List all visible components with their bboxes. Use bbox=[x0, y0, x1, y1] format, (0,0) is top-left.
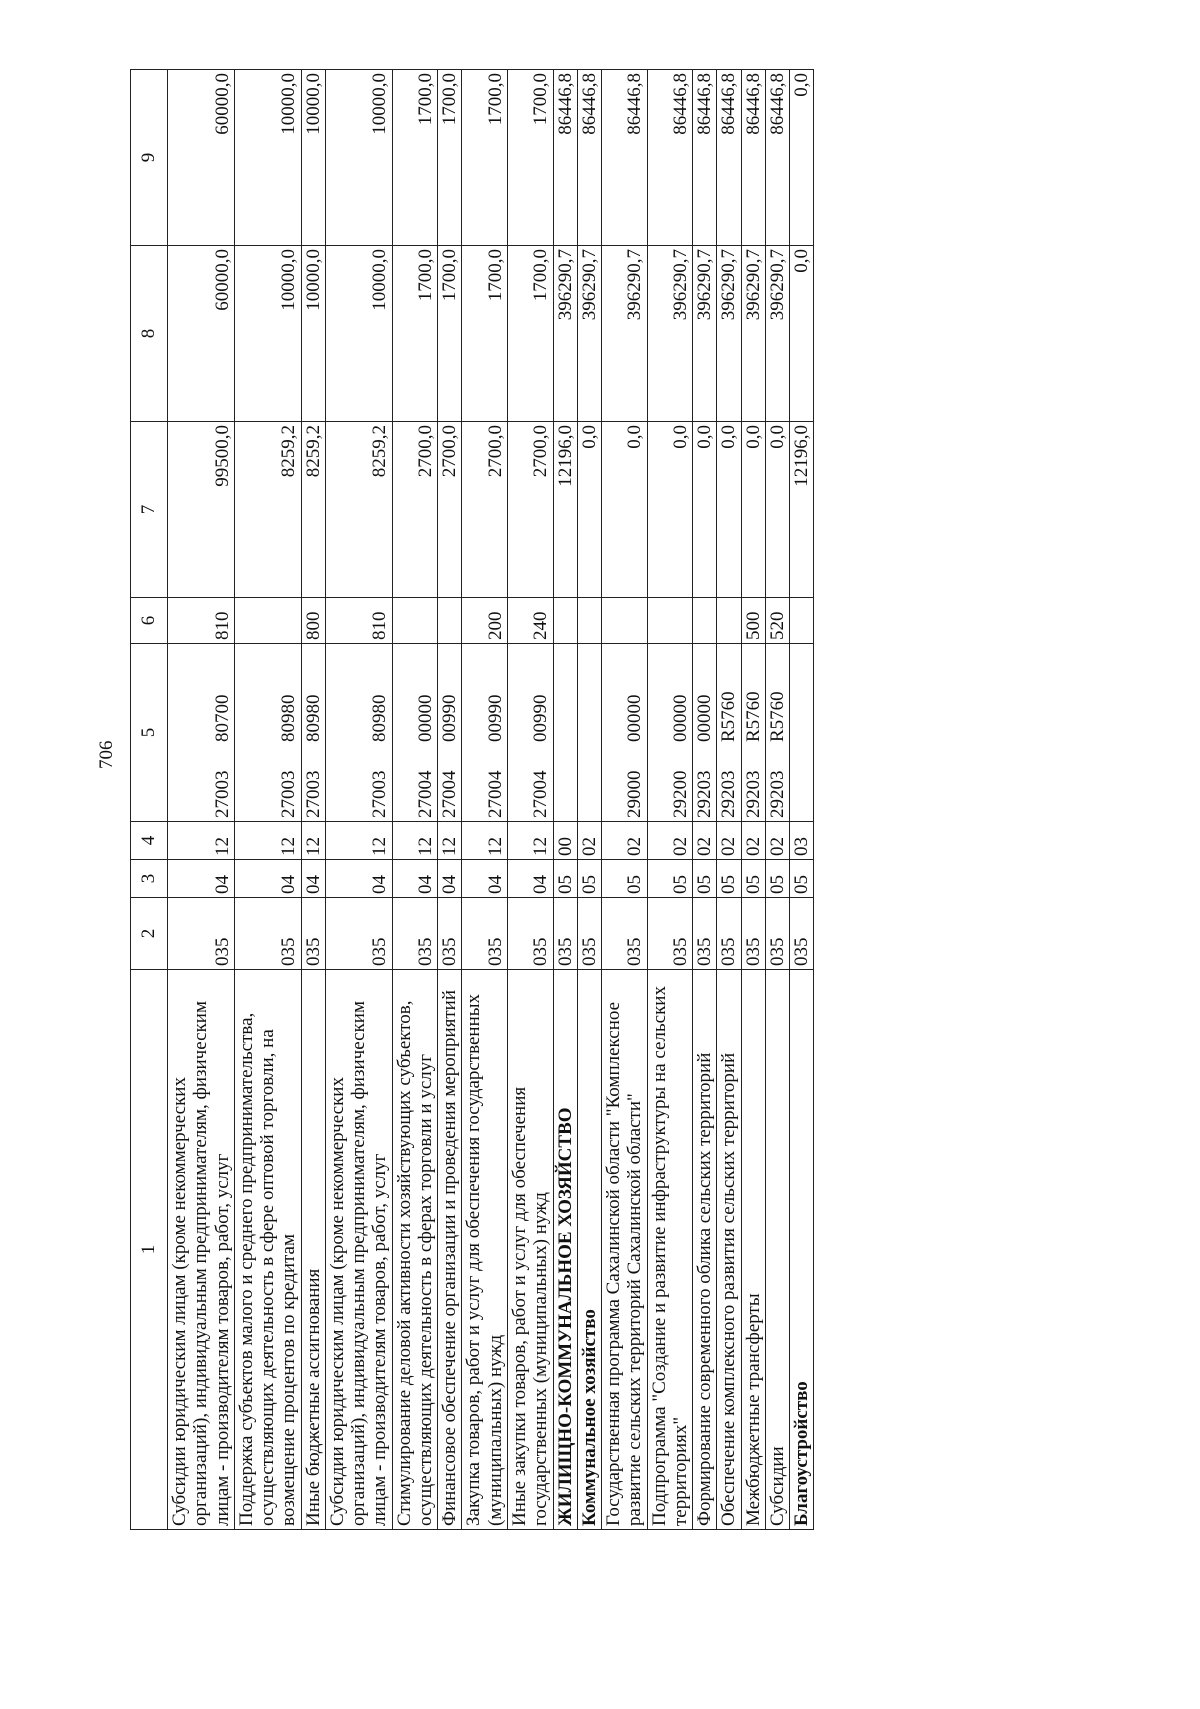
program-code: 29203 bbox=[766, 770, 788, 818]
amount-col9-cell: 1700,0 bbox=[438, 70, 462, 246]
program-code: 27003 bbox=[302, 770, 324, 818]
ministry-code-cell: 035 bbox=[234, 898, 301, 970]
row-name-cell: Коммунальное хозяйство bbox=[577, 970, 601, 1530]
amount-col8-cell: 396290,7 bbox=[577, 246, 601, 422]
amount-col9-cell: 86446,8 bbox=[765, 70, 789, 246]
table-row bbox=[462, 70, 508, 1530]
expense-type-cell bbox=[234, 598, 301, 644]
amount-col7-cell: 0,0 bbox=[693, 422, 717, 598]
row-name-cell: Благоустройство bbox=[790, 970, 814, 1530]
table-row bbox=[741, 70, 765, 1530]
target-article-cell bbox=[790, 644, 814, 822]
row-name-cell: Стимулирование деловой активности хозяйствующих субъектов, осуществляющих деятельность в сферах торговли и услуг bbox=[392, 970, 438, 1530]
row-name-cell: Обеспечение комплексного развития сельских территорий bbox=[717, 970, 741, 1530]
amount-col8-cell: 0,0 bbox=[790, 246, 814, 422]
direction-code: 00000 bbox=[669, 694, 691, 742]
row-name-cell: Иные закупки товаров, работ и услуг для обеспечения государственных (муниципальных) нужд bbox=[507, 970, 553, 1530]
amount-col9-cell: 86446,8 bbox=[717, 70, 741, 246]
table-row bbox=[693, 70, 717, 1530]
direction-code: 00990 bbox=[484, 694, 506, 742]
budget-table-container bbox=[130, 70, 1190, 1530]
direction-code: R5760 bbox=[742, 691, 764, 742]
expense-type-cell bbox=[693, 598, 717, 644]
target-article-cell bbox=[647, 644, 693, 822]
target-article-cell bbox=[168, 644, 235, 822]
amount-col8-cell: 396290,7 bbox=[717, 246, 741, 422]
row-name-cell: ЖИЛИЩНО-КОММУНАЛЬНОЕ ХОЗЯЙСТВО bbox=[553, 970, 577, 1530]
column-header-8: 8 bbox=[131, 246, 168, 422]
ministry-code-cell: 035 bbox=[717, 898, 741, 970]
expense-type-cell: 800 bbox=[301, 598, 325, 644]
amount-col9-cell: 1700,0 bbox=[392, 70, 438, 246]
amount-col8-cell: 1700,0 bbox=[392, 246, 438, 422]
table-row bbox=[234, 70, 301, 1530]
ministry-code-cell: 035 bbox=[693, 898, 717, 970]
amount-col7-cell: 0,0 bbox=[717, 422, 741, 598]
expense-type-cell: 200 bbox=[462, 598, 508, 644]
amount-col8-cell: 396290,7 bbox=[765, 246, 789, 422]
amount-col7-cell: 8259,2 bbox=[301, 422, 325, 598]
ministry-code-cell: 035 bbox=[602, 898, 648, 970]
direction-code: 80980 bbox=[302, 694, 324, 742]
table-row bbox=[438, 70, 462, 1530]
amount-col8-cell: 396290,7 bbox=[553, 246, 577, 422]
target-article-cell bbox=[765, 644, 789, 822]
subsection-cell: 12 bbox=[507, 822, 553, 860]
subsection-cell: 02 bbox=[741, 822, 765, 860]
subsection-cell: 12 bbox=[392, 822, 438, 860]
amount-col7-cell: 2700,0 bbox=[462, 422, 508, 598]
direction-code: 80700 bbox=[211, 694, 233, 742]
amount-col8-cell: 396290,7 bbox=[602, 246, 648, 422]
table-row bbox=[507, 70, 553, 1530]
target-article-cell bbox=[602, 644, 648, 822]
amount-col7-cell: 8259,2 bbox=[325, 422, 392, 598]
expense-type-cell bbox=[717, 598, 741, 644]
ministry-code-cell: 035 bbox=[577, 898, 601, 970]
column-header-9: 9 bbox=[131, 70, 168, 246]
column-header-4: 4 bbox=[131, 822, 168, 860]
direction-code: R5760 bbox=[718, 691, 740, 742]
subsection-cell: 02 bbox=[717, 822, 741, 860]
direction-code: R5760 bbox=[766, 691, 788, 742]
target-article-cell bbox=[462, 644, 508, 822]
amount-col7-cell: 12196,0 bbox=[553, 422, 577, 598]
direction-code: 00990 bbox=[439, 694, 461, 742]
ministry-code-cell: 035 bbox=[553, 898, 577, 970]
column-header-3: 3 bbox=[131, 860, 168, 898]
amount-col8-cell: 10000,0 bbox=[234, 246, 301, 422]
program-code: 29000 bbox=[624, 770, 646, 818]
page-number: 706 bbox=[96, 740, 117, 769]
direction-code: 00990 bbox=[530, 694, 552, 742]
target-article-cell bbox=[301, 644, 325, 822]
row-name-cell: Субсидии юридическим лицам (кроме некоммерческих организаций), индивидуальным предпринимателям, физическим лицам - производителям товаров, работ, услуг bbox=[168, 970, 235, 1530]
amount-col7-cell: 12196,0 bbox=[790, 422, 814, 598]
amount-col9-cell: 86446,8 bbox=[602, 70, 648, 246]
amount-col9-cell: 86446,8 bbox=[647, 70, 693, 246]
row-name-cell: Финансовое обеспечение организации и проведения мероприятий bbox=[438, 970, 462, 1530]
amount-col7-cell: 2700,0 bbox=[438, 422, 462, 598]
amount-col8-cell: 10000,0 bbox=[325, 246, 392, 422]
table-row bbox=[647, 70, 693, 1530]
ministry-code-cell: 035 bbox=[741, 898, 765, 970]
target-article-cell bbox=[741, 644, 765, 822]
ministry-code-cell: 035 bbox=[462, 898, 508, 970]
row-name-cell: Государственная программа Сахалинской области "Комплексное развитие сельских территорий Сахалинской области" bbox=[602, 970, 648, 1530]
ministry-code-cell: 035 bbox=[647, 898, 693, 970]
program-code: 27004 bbox=[439, 770, 461, 818]
subsection-cell: 02 bbox=[602, 822, 648, 860]
program-code: 29203 bbox=[694, 770, 716, 818]
amount-col9-cell: 86446,8 bbox=[741, 70, 765, 246]
ministry-code-cell: 035 bbox=[507, 898, 553, 970]
expense-type-cell bbox=[438, 598, 462, 644]
column-header-5: 5 bbox=[131, 644, 168, 822]
expense-type-cell: 520 bbox=[765, 598, 789, 644]
section-cell: 05 bbox=[765, 860, 789, 898]
table-row bbox=[325, 70, 392, 1530]
amount-col7-cell: 0,0 bbox=[647, 422, 693, 598]
amount-col9-cell: 1700,0 bbox=[507, 70, 553, 246]
program-code: 27003 bbox=[278, 770, 300, 818]
row-name-cell: Поддержка субъектов малого и среднего предпринимательства, осуществляющих деятельность в сфере оптовой торговли, на возмещение процентов по кредитам bbox=[234, 970, 301, 1530]
amount-col8-cell: 1700,0 bbox=[507, 246, 553, 422]
subsection-cell: 12 bbox=[234, 822, 301, 860]
column-header-7: 7 bbox=[131, 422, 168, 598]
table-row bbox=[577, 70, 601, 1530]
budget-table bbox=[130, 69, 814, 1530]
subsection-cell: 00 bbox=[553, 822, 577, 860]
ministry-code-cell: 035 bbox=[765, 898, 789, 970]
amount-col9-cell: 1700,0 bbox=[462, 70, 508, 246]
row-name-cell: Межбюджетные трансферты bbox=[741, 970, 765, 1530]
ministry-code-cell: 035 bbox=[790, 898, 814, 970]
amount-col7-cell: 99500,0 bbox=[168, 422, 235, 598]
subsection-cell: 12 bbox=[325, 822, 392, 860]
expense-type-cell bbox=[553, 598, 577, 644]
section-cell: 04 bbox=[301, 860, 325, 898]
amount-col8-cell: 396290,7 bbox=[693, 246, 717, 422]
amount-col8-cell: 60000,0 bbox=[168, 246, 235, 422]
target-article-cell bbox=[234, 644, 301, 822]
amount-col8-cell: 396290,7 bbox=[741, 246, 765, 422]
section-cell: 04 bbox=[168, 860, 235, 898]
expense-type-cell: 240 bbox=[507, 598, 553, 644]
section-cell: 04 bbox=[392, 860, 438, 898]
table-row bbox=[602, 70, 648, 1530]
section-cell: 05 bbox=[647, 860, 693, 898]
direction-code: 00000 bbox=[624, 694, 646, 742]
direction-code: 80980 bbox=[369, 694, 391, 742]
section-cell: 04 bbox=[462, 860, 508, 898]
table-row bbox=[168, 70, 235, 1530]
ministry-code-cell: 035 bbox=[392, 898, 438, 970]
amount-col7-cell: 0,0 bbox=[577, 422, 601, 598]
section-cell: 05 bbox=[741, 860, 765, 898]
section-cell: 05 bbox=[602, 860, 648, 898]
program-code: 27003 bbox=[369, 770, 391, 818]
amount-col9-cell: 0,0 bbox=[790, 70, 814, 246]
table-row bbox=[392, 70, 438, 1530]
section-cell: 04 bbox=[438, 860, 462, 898]
amount-col8-cell: 396290,7 bbox=[647, 246, 693, 422]
amount-col9-cell: 10000,0 bbox=[325, 70, 392, 246]
program-code: 27004 bbox=[414, 770, 436, 818]
expense-type-cell bbox=[392, 598, 438, 644]
section-cell: 04 bbox=[507, 860, 553, 898]
amount-col9-cell: 86446,8 bbox=[693, 70, 717, 246]
amount-col7-cell: 2700,0 bbox=[507, 422, 553, 598]
subsection-cell: 12 bbox=[168, 822, 235, 860]
section-cell: 04 bbox=[234, 860, 301, 898]
row-name-cell: Закупка товаров, работ и услуг для обеспечения государственных (муниципальных) нужд bbox=[462, 970, 508, 1530]
table-row bbox=[717, 70, 741, 1530]
expense-type-cell bbox=[602, 598, 648, 644]
table-row bbox=[790, 70, 814, 1530]
amount-col8-cell: 1700,0 bbox=[438, 246, 462, 422]
amount-col7-cell: 2700,0 bbox=[392, 422, 438, 598]
row-name-cell: Субсидии юридическим лицам (кроме некоммерческих организаций), индивидуальным предпринимателям, физическим лицам - производителям товаров, работ, услуг bbox=[325, 970, 392, 1530]
program-code: 27004 bbox=[484, 770, 506, 818]
amount-col9-cell: 60000,0 bbox=[168, 70, 235, 246]
program-code: 27004 bbox=[530, 770, 552, 818]
table-row bbox=[301, 70, 325, 1530]
target-article-cell bbox=[325, 644, 392, 822]
amount-col8-cell: 10000,0 bbox=[301, 246, 325, 422]
amount-col9-cell: 86446,8 bbox=[577, 70, 601, 246]
column-header-6: 6 bbox=[131, 598, 168, 644]
direction-code: 00000 bbox=[694, 694, 716, 742]
target-article-cell bbox=[553, 644, 577, 822]
expense-type-cell: 500 bbox=[741, 598, 765, 644]
amount-col7-cell: 8259,2 bbox=[234, 422, 301, 598]
section-cell: 05 bbox=[553, 860, 577, 898]
amount-col7-cell: 0,0 bbox=[741, 422, 765, 598]
row-name-cell: Формирование современного облика сельских территорий bbox=[693, 970, 717, 1530]
section-cell: 05 bbox=[693, 860, 717, 898]
target-article-cell bbox=[577, 644, 601, 822]
row-name-cell: Иные бюджетные ассигнования bbox=[301, 970, 325, 1530]
target-article-cell bbox=[717, 644, 741, 822]
subsection-cell: 12 bbox=[301, 822, 325, 860]
amount-col9-cell: 10000,0 bbox=[301, 70, 325, 246]
target-article-cell bbox=[507, 644, 553, 822]
table-row bbox=[553, 70, 577, 1530]
expense-type-cell bbox=[647, 598, 693, 644]
subsection-cell: 12 bbox=[462, 822, 508, 860]
direction-code: 00000 bbox=[414, 694, 436, 742]
program-code: 29203 bbox=[718, 770, 740, 818]
expense-type-cell bbox=[790, 598, 814, 644]
subsection-cell: 02 bbox=[693, 822, 717, 860]
column-header-2: 2 bbox=[131, 898, 168, 970]
row-name-cell: Субсидии bbox=[765, 970, 789, 1530]
amount-col9-cell: 10000,0 bbox=[234, 70, 301, 246]
subsection-cell: 02 bbox=[647, 822, 693, 860]
expense-type-cell: 810 bbox=[325, 598, 392, 644]
section-cell: 05 bbox=[577, 860, 601, 898]
target-article-cell bbox=[438, 644, 462, 822]
program-code: 27003 bbox=[211, 770, 233, 818]
section-cell: 05 bbox=[790, 860, 814, 898]
table-row bbox=[765, 70, 789, 1530]
amount-col7-cell: 0,0 bbox=[765, 422, 789, 598]
ministry-code-cell: 035 bbox=[325, 898, 392, 970]
section-cell: 05 bbox=[717, 860, 741, 898]
ministry-code-cell: 035 bbox=[301, 898, 325, 970]
direction-code: 80980 bbox=[278, 694, 300, 742]
subsection-cell: 12 bbox=[438, 822, 462, 860]
amount-col9-cell: 86446,8 bbox=[553, 70, 577, 246]
amount-col7-cell: 0,0 bbox=[602, 422, 648, 598]
ministry-code-cell: 035 bbox=[168, 898, 235, 970]
subsection-cell: 02 bbox=[577, 822, 601, 860]
header-row bbox=[131, 70, 168, 1530]
program-code: 29203 bbox=[742, 770, 764, 818]
target-article-cell bbox=[693, 644, 717, 822]
expense-type-cell bbox=[577, 598, 601, 644]
program-code: 29200 bbox=[669, 770, 691, 818]
amount-col8-cell: 1700,0 bbox=[462, 246, 508, 422]
column-header-1: 1 bbox=[131, 970, 168, 1530]
table-body bbox=[168, 70, 814, 1530]
subsection-cell: 03 bbox=[790, 822, 814, 860]
ministry-code-cell: 035 bbox=[438, 898, 462, 970]
subsection-cell: 02 bbox=[765, 822, 789, 860]
expense-type-cell: 810 bbox=[168, 598, 235, 644]
row-name-cell: Подпрограмма "Создание и развитие инфраструктуры на сельских территориях" bbox=[647, 970, 693, 1530]
section-cell: 04 bbox=[325, 860, 392, 898]
target-article-cell bbox=[392, 644, 438, 822]
